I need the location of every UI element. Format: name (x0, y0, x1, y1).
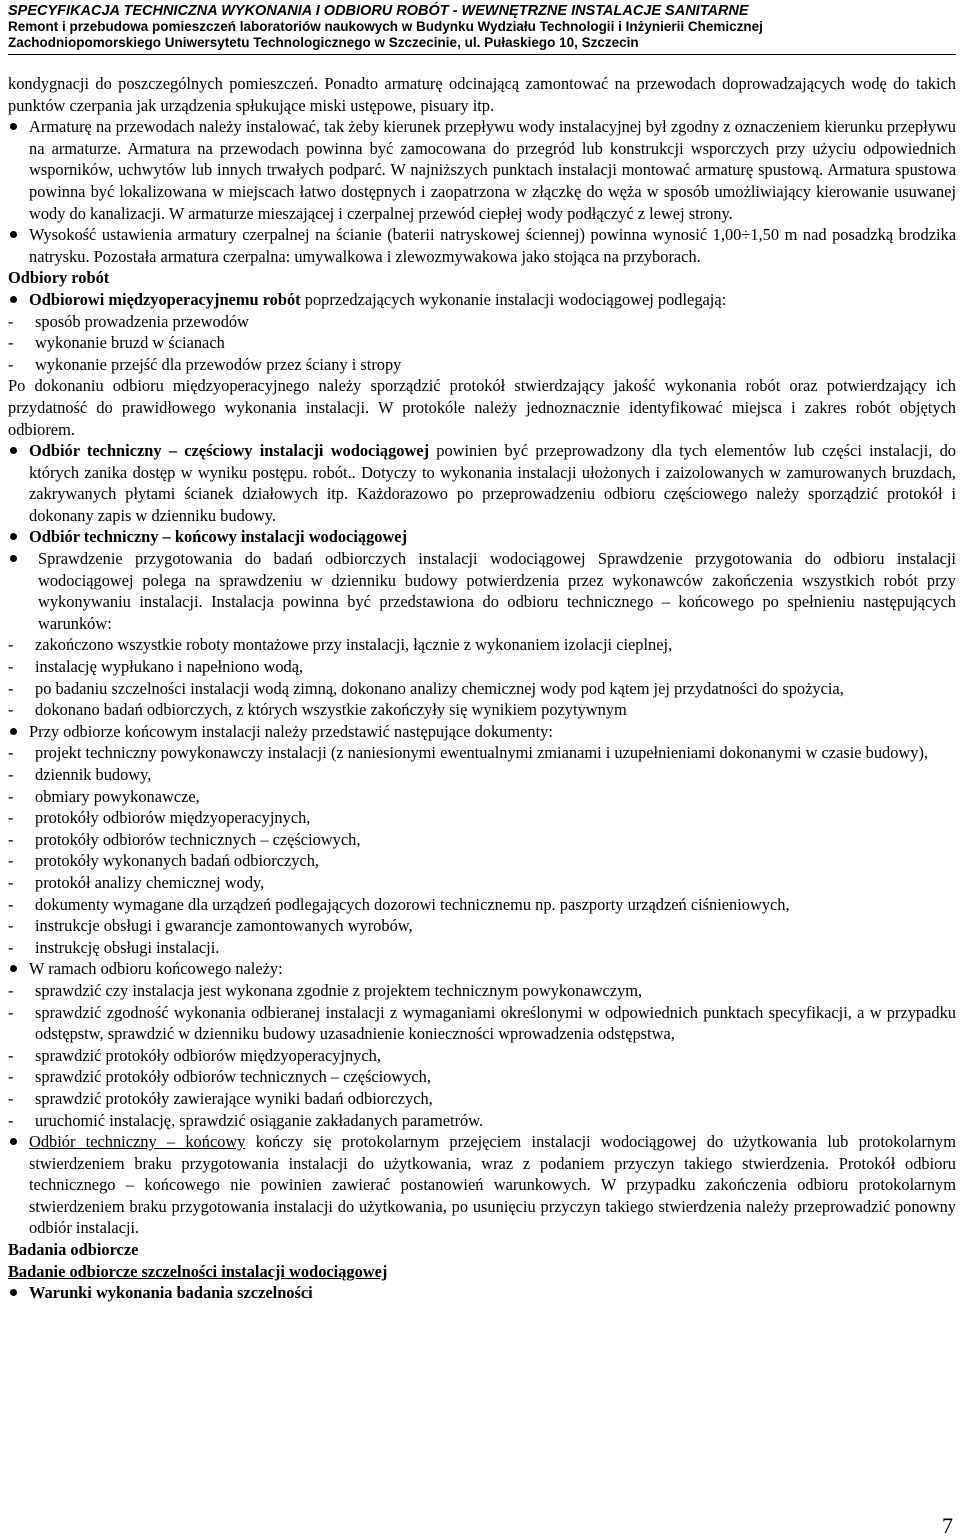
dash-list-miedzyoperacyjny (8, 311, 956, 376)
dash-item-text: sposób prowadzenia przewodów (35, 311, 249, 331)
dash-item: - uruchomić instalację, sprawdzić osiąganie zakładanych parametrów. (8, 1110, 484, 1130)
dash-item: - sprawdzić zgodność wykonania odbieranej instalacji z wymaganiami określonymi w odpowiednich punktach specyfikacji, a w przypadku odstępstw, sprawdzić w dzienniku budowy uzasadnienie konieczności wprowadzenia odstępstwa, (8, 1002, 956, 1044)
dash-item-text: uruchomić instalację, sprawdzić osiąganie zakładanych parametrów. (35, 1110, 484, 1130)
dash-item: - instrukcję obsługi instalacji. (8, 937, 220, 957)
dash-item-text: sprawdzić protokóły odbiorów technicznych – częściowych, (35, 1067, 431, 1087)
bullet-warunki-badania (8, 1282, 956, 1304)
bullet-bold-text: Odbiór techniczny – końcowy instalacji wodociągowej (29, 527, 408, 547)
dash-item: - sprawdzić protokóły zawierające wyniki badań odbiorczych, (8, 1088, 433, 1108)
section-heading-odbiory (8, 267, 956, 289)
bullet-text: kończy się protokolarnym przejęciem instalacji wodociągowej do użytkowania lub protokolarnym stwierdzeniem braku przygotowania instalacji do użytkowania, wraz z podaniem przyczyn takiego stwierdzenia. Protokół odbioru technicznego – końcowego nie powinien zawierać postanowień warunkowych. W przypadku zakończenia odbioru protokolarnym stwierdzeniem braku przygotowania instalacji do użytkowania, po usunięciu przyczyn takiego stwierdzenia należy przeprowadzić ponowny odbiór instalacji. (29, 1132, 956, 1238)
dash-item: - po badaniu szczelności instalacji wodą zimną, dokonano analizy chemicznej wody pod kątem jej przydatności do spożycia, (8, 678, 844, 698)
dash-item-text: po badaniu szczelności instalacji wodą zimną, dokonano analizy chemicznej wody pod kątem jej przydatności do spożycia, (35, 678, 844, 698)
dash-item: - dokonano badań odbiorczych, z których wszystkie zakończyły się wynikiem pozytywnym (8, 700, 627, 720)
dash-item-text: protokóły wykonanych badań odbiorczych, (35, 851, 320, 871)
header-project-line: Remont i przebudowa pomieszczeń laboratoriów naukowych w Budynku Wydziału Technologii i Inżynierii Chemicznej (8, 19, 763, 34)
dash-item-text: instrukcję obsługi instalacji. (35, 937, 220, 957)
dash-item-text: sprawdzić protokóły odbiorów międzyoperacyjnych, (35, 1045, 381, 1065)
bullet-w-ramach-odbioru: W ramach odbioru końcowego należy: (8, 958, 956, 980)
section-heading-badania (8, 1239, 956, 1261)
bullet-armatura-montaz: Armaturę na przewodach należy instalować, tak żeby kierunek przepływu wody instalacyjnej był zgodny z oznaczeniem kierunku przepływu na armaturze. Armatura na przewodach powinna być zamocowana do przegród lub konstrukcji wsporczych przy użyciu odpowiednich wsporników, uchwytów lub innych trwałych podparć. W najniższych punktach instalacji montować armaturę spustową. Armatura spustowa powinna być lokalizowana w miejscach łatwo dostępnych i zaopatrzona w złączkę do węża w sposób umożliwiający kierowanie usuwanej wody do kanalizacji. W armaturze mieszającej i czerpalnej przewód ciepłej wody podłączyć z lewej strony. (8, 116, 956, 224)
bullet-wysokosc-armatury: Wysokość ustawienia armatury czerpalnej na ścianie (baterii natryskowej ściennej) powinna wynosić 1,00÷1,50 m nad posadzką brodzika natrysku. Pozostała armatura czerpalna: umywalkowa i zlewozmywakowa jako stojąca na przyborach. (8, 224, 956, 267)
paragraph-continuation: kondygnacji do poszczególnych pomieszczeń. Ponadto armaturę odcinającą zamontować na przewodach doprowadzających wodę do takich punktów czerpania jak urządzenia spłukujące miski ustępowe, pisuary itp. (8, 74, 956, 115)
bullet-odbior-czesciowy (8, 440, 956, 526)
bullet-text: poprzedzających wykonanie instalacji wodociągowej podlegają: (300, 289, 727, 309)
dash-item-text: dziennik budowy, (35, 765, 152, 784)
dash-item: - instalację wypłukano i napełniono wodą, (8, 657, 304, 677)
bullet-text: powinien być przeprowadzony dla tych elementów lub części instalacji, do których zanika dostęp w wyniku postępu. robót.. Dotyczy to wykonania instalacji ułożonych i zaizolowanych w zamurowanych bruzdach, zakrywanych płytami ścianek działowych itp. Każdorazowo po przeprowadzeniu odbioru częściowego należy sporządzić protokół i dokonany zapis w dzienniku budowy. (29, 441, 956, 525)
dash-item: - wykonanie przejść dla przewodów przez ściany i stropy (8, 354, 402, 374)
dash-item: - zakończono wszystkie roboty montażowe przy instalacji, łącznie z wykonaniem izolacji cieplnej, (8, 635, 673, 655)
dash-item: - protokóły odbiorów technicznych – częściowych, (8, 829, 361, 849)
dash-item-text: sprawdzić zgodność wykonania odbieranej instalacji z wymaganiami określonymi w odpowiednich punktach specyfikacji, a w przypadku odstępstw, sprawdzić w dzienniku budowy uzasadnienie konieczności wprowadzenia odstępstwa, (35, 1002, 956, 1044)
dash-item: - dokumenty wymagane dla urządzeń podlegających dozorowi technicznemu np. paszporty urządzeń ciśnieniowych, (8, 894, 790, 914)
bullet-sprawdzenie-przygotowania: Sprawdzenie przygotowania do badań odbiorczych instalacji wodociągowej Sprawdzenie przygotowania do odbioru instalacji wodociągowej polega na sprawdzeniu w dzienniku budowy potwierdzenia przez wykonawców zakończenia wszystkich robót przy wykonywaniu instalacji. Instalacja powinna być przedstawiona do odbioru technicznego – końcowego po spełnieniu następujących warunków: (8, 548, 956, 634)
subsection-heading-szczelnosc (8, 1261, 956, 1283)
dash-item-text: instalację wypłukano i napełniono wodą, (35, 657, 304, 677)
dash-item-text: protokół analizy chemicznej wody, (35, 872, 265, 892)
dash-item: - wykonanie bruzd w ścianach (8, 333, 225, 353)
paragraph-protokol: Po dokonaniu odbioru międzyoperacyjnego należy sporządzić protokół stwierdzający jakość wykonania robót oraz potwierdzający ich przydatność do prawidłowego wykonania instalacji. W protokóle należy jednoznacznie identyfikować miejsca i zakres robót objętych odbiorem. (8, 376, 956, 439)
dash-item: - protokóły wykonanych badań odbiorczych, (8, 851, 320, 871)
dash-item: - projekt techniczny powykonawczy instalacji (z naniesionymi ewentualnymi zmianami i uzupełnieniami dokonanymi w czasie budowy), (8, 743, 929, 763)
header-title: SPECYFIKACJA TECHNICZNA WYKONANIA I ODBIORU ROBÓT - WEWNĘTRZNE INSTALACJE SANITARNE (8, 3, 749, 19)
dash-item-text: projekt techniczny powykonawczy instalacji (z naniesionymi ewentualnymi zmianami i uzupełnieniami dokonanymi w czasie budowy), (35, 743, 929, 763)
dash-item-text: sprawdzić czy instalacja jest wykonana zgodnie z projektem technicznym powykonawczym, (35, 980, 643, 1000)
dash-item-text: dokumenty wymagane dla urządzeń podlegających dozorowi technicznemu np. paszporty urządzeń ciśnieniowych, (35, 894, 790, 914)
dash-item: - dziennik budowy, (8, 765, 152, 784)
bullet-underlined-text: Odbiór techniczny – końcowy (29, 1132, 246, 1152)
dash-item-text: sprawdzić protokóły zawierające wyniki badań odbiorczych, (35, 1088, 433, 1108)
dash-item: - obmiary powykonawcze, (8, 786, 200, 806)
dash-item-text: dokonano badań odbiorczych, z których wszystkie zakończyły się wynikiem pozytywnym (35, 700, 627, 720)
dash-list-dokumenty (8, 742, 956, 958)
page-header (8, 3, 956, 51)
document-body (8, 73, 956, 1304)
bullet-bold-text: Odbiorowi międzyoperacyjnemu robót (29, 289, 301, 309)
dash-item-text: protokóły odbiorów technicznych – częściowych, (35, 829, 361, 849)
heading-text: Badanie odbiorcze szczelności instalacji wodociągowej (8, 1261, 388, 1281)
dash-item: - instrukcje obsługi i gwarancje zamontowanych wyrobów, (8, 916, 413, 936)
dash-item-text: wykonanie bruzd w ścianach (35, 333, 225, 353)
dash-item: - protokóły odbiorów międzyoperacyjnych, (8, 808, 311, 828)
page-number: 7 (942, 1513, 953, 1538)
dash-item-text: wykonanie przejść dla przewodów przez ściany i stropy (35, 354, 402, 374)
bullet-bold-text: Warunki wykonania badania szczelności (29, 1283, 313, 1303)
bullet-odbior-koncowy-protokol (8, 1131, 956, 1239)
bullet-dokumenty: Przy odbiorze końcowym instalacji należy przedstawić następujące dokumenty: (8, 721, 956, 743)
dash-item: - sprawdzić protokóły odbiorów międzyoperacyjnych, (8, 1045, 381, 1065)
dash-item: - sprawdzić protokóły odbiorów technicznych – częściowych, (8, 1067, 431, 1087)
header-divider (8, 54, 956, 55)
dash-item-text: instrukcje obsługi i gwarancje zamontowanych wyrobów, (35, 916, 413, 936)
bullet-bold-text: Odbiór techniczny – częściowy instalacji wodociągowej (29, 441, 430, 461)
header-address-line: Zachodniopomorskiego Uniwersytetu Technologicznego w Szczecinie, ul. Pułaskiego 10, Szczecin (8, 35, 639, 50)
heading-text: Odbiory robót (8, 268, 110, 288)
dash-item: - protokół analizy chemicznej wody, (8, 872, 265, 892)
dash-item: - sposób prowadzenia przewodów (8, 311, 249, 331)
dash-item-text: protokóły odbiorów międzyoperacyjnych, (35, 808, 311, 828)
bullet-odbior-koncowy-heading (8, 526, 956, 548)
dash-list-czynnosci (8, 980, 956, 1131)
dash-item-text: zakończono wszystkie roboty montażowe przy instalacji, łącznie z wykonaniem izolacji cieplnej, (35, 635, 673, 655)
heading-text: Badania odbiorcze (8, 1240, 139, 1260)
dash-item-text: obmiary powykonawcze, (35, 786, 200, 806)
dash-item: - sprawdzić czy instalacja jest wykonana zgodnie z projektem technicznym powykonawczym, (8, 980, 643, 1000)
dash-list-warunki (8, 634, 956, 720)
bullet-odbior-miedzyoperacyjny (8, 289, 956, 311)
